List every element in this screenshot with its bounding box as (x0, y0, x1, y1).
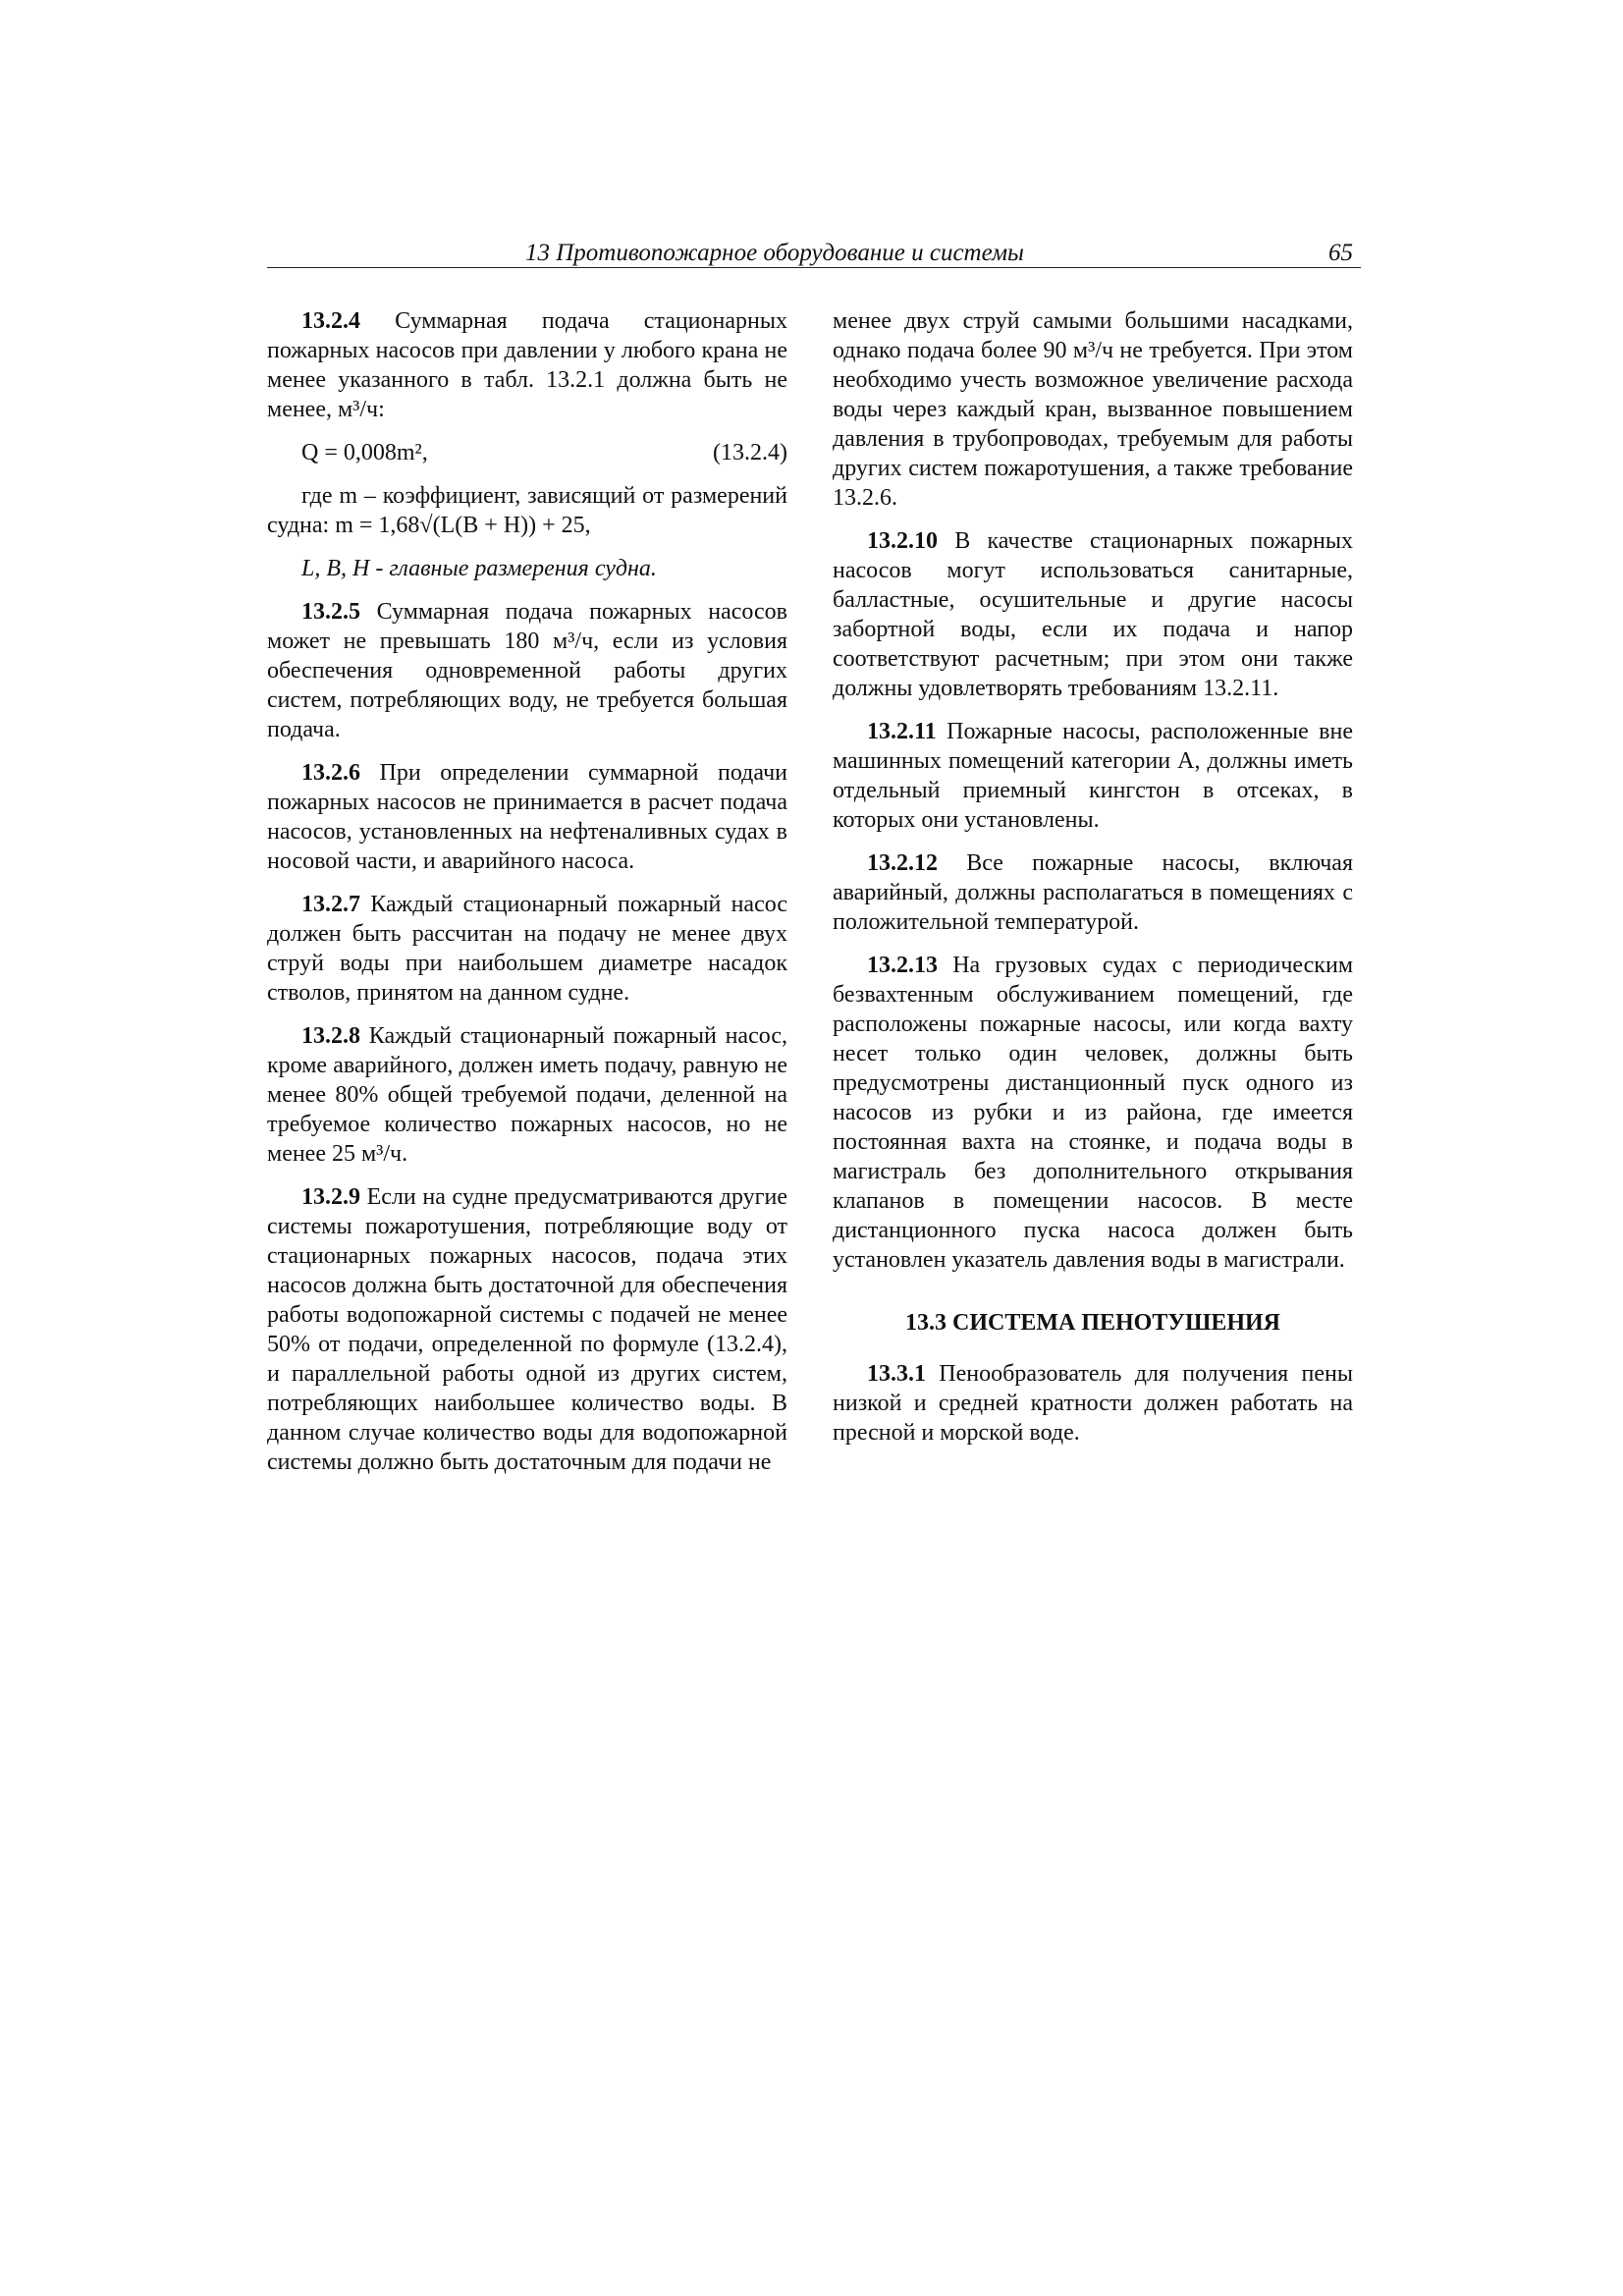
right-column (833, 306, 1353, 1461)
formula-expression: Q = 0,008m², (301, 440, 428, 465)
formula-13-2-4 (301, 438, 787, 467)
clause-13-2-11 (833, 717, 1353, 835)
clause-13-2-8 (267, 1021, 787, 1169)
clause-number: 13.2.11 (867, 719, 937, 744)
clause-number: 13.2.6 (301, 760, 360, 786)
clause-13-2-9 (267, 1182, 787, 1477)
clause-text: Пожарные насосы, расположенные вне машинных помещений категории А, должны иметь отдельный приемный кингстон в отсеках, в которых они установлены. (833, 719, 1353, 833)
clause-number: 13.2.13 (867, 953, 938, 978)
clause-13-2-9-continued: менее двух струй самыми большими насадками, однако подача более 90 м³/ч не требуется. При этом необходимо учесть возможное увеличение расхода воды через каждый кран, вызванное повышением давления в трубопроводах, требуемым для работы других систем пожаротушения, а также требование 13.2.6. (833, 308, 1353, 511)
clause-13-2-4 (267, 306, 787, 424)
clause-13-3-1 (833, 1359, 1353, 1448)
clause-13-2-6 (267, 758, 787, 876)
clause-text: При определении суммарной подачи пожарных насосов не принимается в расчет подача насосов, установленных на нефтеналивных судах в носовой части, и аварийного насоса. (267, 760, 787, 874)
clause-13-2-10 (833, 526, 1353, 703)
clause-number: 13.2.7 (301, 892, 360, 917)
clause-13-2-7 (267, 890, 787, 1008)
clause-text: Каждый стационарный пожарный насос, кроме аварийного, должен иметь подачу, равную не менее 80% общей требуемой подачи, деленной на требуемое количество пожарных насосов, но не менее 25 м³/ч. (267, 1023, 787, 1167)
section-heading: 13.3 СИСТЕМА ПЕНОТУШЕНИЯ (905, 1310, 1280, 1336)
clause-number: 13.2.10 (867, 528, 938, 554)
clause-number: 13.2.4 (301, 308, 360, 334)
formula-explanation: где m – коэффициент, зависящий от размерений судна: m = 1,68√(L(B + H)) + 25, (267, 483, 787, 538)
clause-text: Пенообразователь для получения пены низкой и средней кратности должен работать на пресной и морской воде. (833, 1361, 1353, 1446)
clause-text: На грузовых судах с периодическим безвахтенным обслуживанием помещений, где расположены пожарные насосы, или когда вахту несет только один человек, должны быть предусмотрены дистанционный пуск одного из насосов из рубки и из района, где имеется постоянная вахта на стоянке, и подача воды в магистраль без дополнительного открывания клапанов в помещении насосов. В месте дистанционного пуска насоса должен быть установлен указатель давления воды в магистрали. (833, 953, 1353, 1273)
chapter-title: 13 Противопожарное оборудование и системы (525, 240, 1024, 266)
clause-13-2-12 (833, 848, 1353, 937)
clause-13-2-13 (833, 951, 1353, 1275)
formula-reference: (13.2.4) (713, 440, 787, 465)
clause-number: 13.2.8 (301, 1023, 360, 1049)
clause-text: Все пожарные насосы, включая аварийный, должны располагаться в помещениях с положительной температурой. (833, 850, 1353, 935)
page-number: 65 (1328, 240, 1353, 266)
clause-number: 13.2.9 (301, 1184, 360, 1210)
clause-text: Суммарная подача пожарных насосов может не превышать 180 м³/ч, если из условия обеспечения одновременной работы других систем, потребляющих воду, не требуется большая подача. (267, 599, 787, 742)
clause-text: Если на судне предусматриваются другие системы пожаротушения, потребляющие воду от стационарных пожарных насосов, подача этих насосов должна быть достаточной для обеспечения работы водопожарной системы с подачей не менее 50% от подачи, определенной по формуле (13.2.4), и параллельной работы одной из других систем, потребляющих наибольшее количество воды. В данном случае количество воды для водопожарной системы должно быть достаточным для подачи не (267, 1184, 787, 1475)
clause-text: В качестве стационарных пожарных насосов могут использоваться санитарные, балластные, осушительные и другие насосы забортной воды, если их подача и напор соответствуют расчетным; при этом они также должны удовлетворять требованиям 13.2.11. (833, 528, 1353, 701)
clause-number: 13.2.12 (867, 850, 938, 876)
clause-13-2-5 (267, 597, 787, 744)
clause-text: Каждый стационарный пожарный насос должен быть рассчитан на подачу не менее двух струй воды при наибольшем диаметре насадок стволов, принятом на данном судне. (267, 892, 787, 1006)
clause-number: 13.2.5 (301, 599, 360, 625)
clause-number: 13.3.1 (867, 1361, 926, 1387)
clause-text: Суммарная подача стационарных пожарных насосов при давлении у любого крана не менее указанного в табл. 13.2.1 должна быть не менее, м³/ч: (267, 308, 787, 422)
dimensions-note: L, B, H - главные размерения судна. (301, 556, 657, 581)
running-header (267, 238, 1361, 268)
left-column (267, 306, 787, 1491)
